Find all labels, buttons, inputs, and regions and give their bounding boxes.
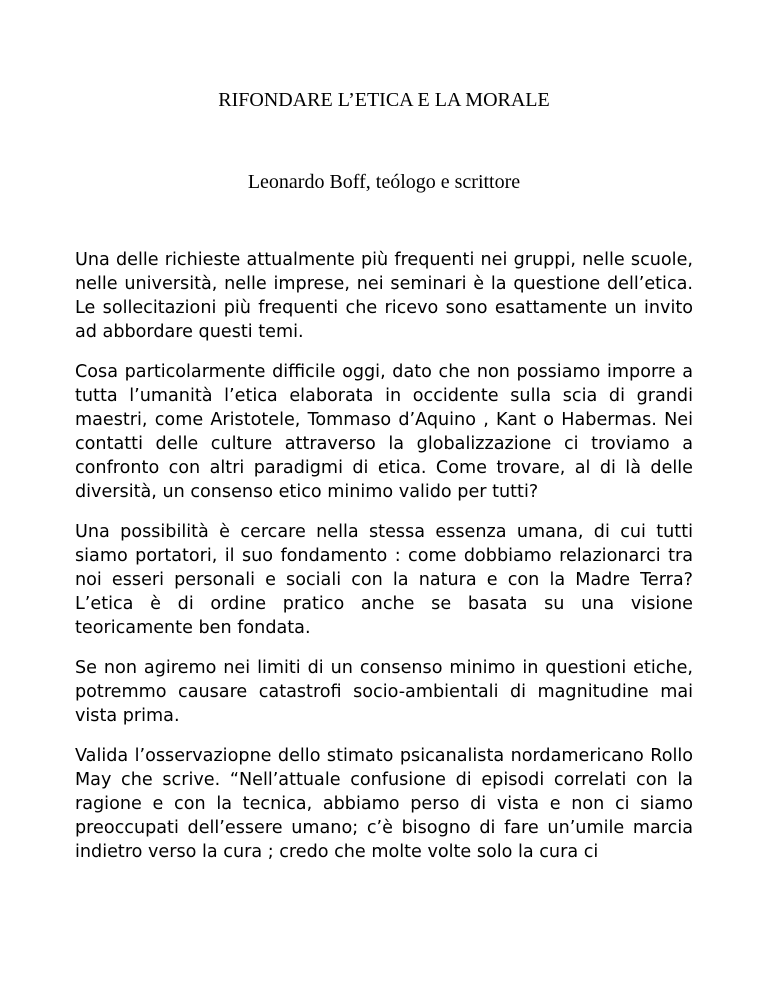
paragraph: Valida l’osservaziopne dello stimato psicanalista nordamericano Rollo May che scrive. “Nell’attuale confusione di episodi correlati con la ragione e con la tecnica, abbiamo perso di vista e non ci siamo preoccupati dell’essere umano; c’è bisogno di fare un’umile marcia indietro verso la cura ; credo che molte volte solo la cura ci [75, 746, 693, 862]
paragraph: Una delle richieste attualmente più frequenti nei gruppi, nelle scuole, nelle università, nelle imprese, nei seminari è la questione dell’etica. Le sollecitazioni più frequenti che ricevo sono esattamente un invito ad abbordare questi temi. [75, 250, 693, 342]
paragraph: Una possibilità è cercare nella stessa essenza umana, di cui tutti siamo portatori, il suo fondamento : come dobbiamo relazionarci tra noi esseri personali e sociali con la natura e con la Madre Terra? L’etica è di ordine pratico anche se basata su una visione teoricamente ben fondata. [75, 522, 693, 638]
paragraph: Se non agiremo nei limiti di un consenso minimo in questioni etiche, potremmo causare catastrofi socio-ambientali di magnitudine mai vista prima. [75, 658, 693, 726]
document-title: RIFONDARE L’ETICA E LA MORALE [218, 89, 550, 111]
paragraph: Cosa particolarmente difficile oggi, dato che non possiamo imporre a tutta l’umanità l’etica elaborata in occidente sulla scia di grandi maestri, come Aristotele, Tommaso d’Aquino , Kant o Habermas. Nei contatti delle culture attraverso la globalizzazione ci troviamo a confronto con altri paradigmi di etica. Come trovare, al di là delle diversità, un consenso etico minimo valido per tutti? [75, 362, 693, 502]
document-body [75, 248, 693, 880]
document-author: Leonardo Boff, teólogo e scrittore [247, 171, 521, 193]
